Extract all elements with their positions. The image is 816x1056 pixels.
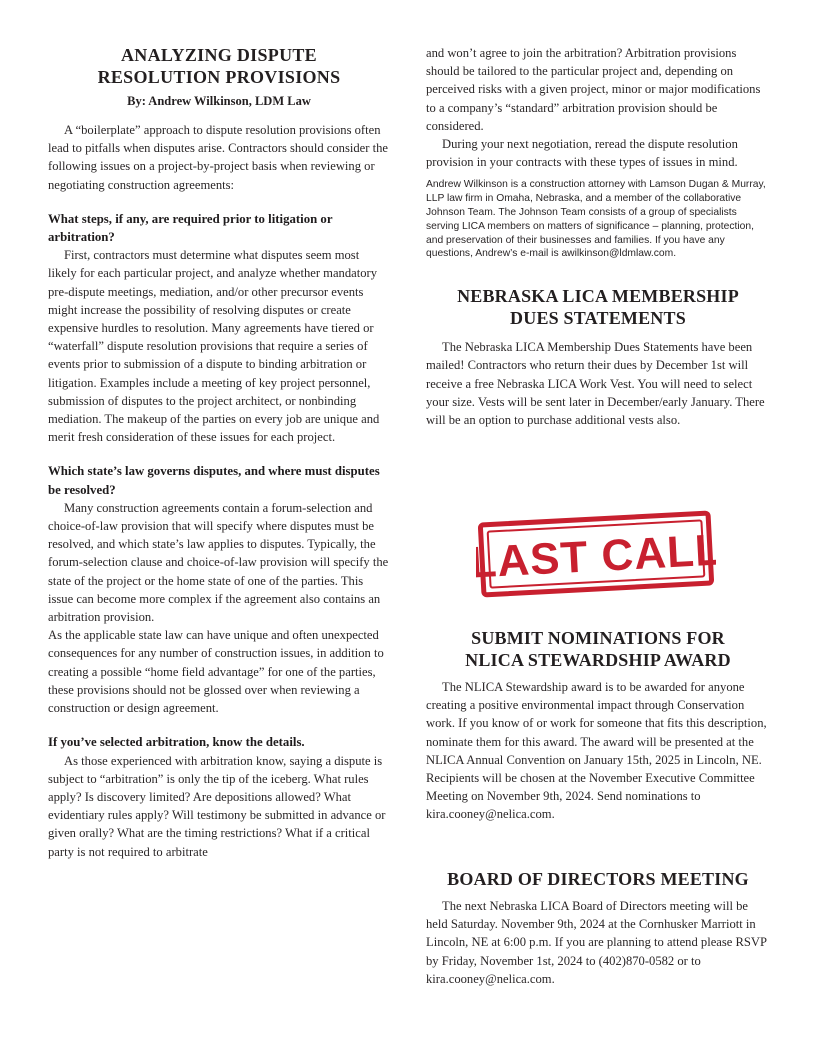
article-paragraph: First, contractors must determine what disputes seem most likely for each particular project, and analyze whether mandatory pre-dispute meetings, mediation, and/or other precursor events might increase the possibility of resolving disputes or create expensive hurdles to resolution. Many agreements have tiered or “waterfall” dispute resolution provisions that require a series of events prior to submission of a dispute to binding arbitration or litigation. Examples include a meeting of key project personnel, submission of disputes to the project architect, or nonbinding mediation. The makeup of the parties on every job are unique and merit fresh consideration of these issues for each project. xyxy=(48,248,380,445)
article-column-left xyxy=(48,44,390,861)
nominations-title-line1: SUBMIT NOMINATIONS FOR xyxy=(471,628,725,648)
dues-title-line1: NEBRASKA LICA MEMBERSHIP xyxy=(457,286,739,307)
article-heading-prior-steps: What steps, if any, are required prior to litigation or arbitration? xyxy=(48,211,333,245)
dues-title-line2: DUES STATEMENTS xyxy=(510,308,686,329)
article-paragraph: During your next negotiation, reread the dispute resolution provision in your contracts with these types of issues in mind. xyxy=(426,137,738,170)
article-heading-governing-law: Which state’s law governs disputes, and where must disputes be resolved? xyxy=(48,464,380,497)
article-paragraph-continued: and won’t agree to join the arbitration? Arbitration provisions should be tailored to the particular project and, depending on perceived risks with a given project, minor or major modifications to a company’s “standard” arbitration provision should be considered. xyxy=(426,46,761,133)
article-intro: A “boilerplate” approach to dispute resolution provisions often lead to pitfalls when disputes arise. Contractors should consider the following issues on a project-by-project basis when reviewing or negotiating construction agreements: xyxy=(48,123,388,192)
nominations-body: The NLICA Stewardship award is to be awarded for anyone creating a positive environmental impact through Conservation work. If you know of or work for someone that fits this description, nominate them for this award. The award will be presented at the NLICA Annual Convention on January 15th, 2025 in Lincoln, NE. Recipients will be chosen at the November Executive Committee Meeting on November 9th, 2024. Send nominations to kira.cooney@nelica.com. xyxy=(426,680,767,822)
board-meeting-title: BOARD OF DIRECTORS MEETING xyxy=(447,869,749,889)
article-paragraph: As those experienced with arbitration know, saying a dispute is subject to “arbitration” is only the tip of the iceberg. What rules apply? Is discovery limited? Are depositions allowed? What evidentiary rules apply? Will testimony be submitted in advance or given orally? What are the timing restrictions? What if a critical party is not required to arbitrate xyxy=(48,753,386,859)
author-bio: Andrew Wilkinson is a construction attorney with Lamson Dugan & Murray, LLP law firm in Omaha, Nebraska, and a member of the collaborative Johnson Team. The Johnson Team consists of a group of specialists serving LICA members on matters of significance – planning, protection, and preservation of their businesses and families. If you have any questions, Andrew’s e-mail is awilkinson@ldmlaw.com. xyxy=(426,179,766,260)
article-column-right xyxy=(426,44,770,429)
article-title-line1: ANALYZING DISPUTE xyxy=(121,45,317,65)
article-heading-arbitration: If you’ve selected arbitration, know the details. xyxy=(48,735,305,750)
board-meeting-body: The next Nebraska LICA Board of Directors meeting will be held Saturday. November 9th, 2024 at the Cornhusker Marriott in Lincoln, NE at 6:00 p.m. If you are planning to attend please RSVP by Friday, November 1st, 2024 to (402)870-0582 or to kira.cooney@nelica.com. xyxy=(426,899,767,986)
board-meeting-section xyxy=(426,868,770,988)
nominations-title-line2: NLICA STEWARDSHIP AWARD xyxy=(465,650,731,670)
article-byline: By: Andrew Wilkinson, LDM Law xyxy=(127,94,311,108)
article-paragraph: Many construction agreements contain a forum-selection and choice-of-law provision that will specify where disputes must be resolved, and which state’s law applies to disputes. Typically, the forum-selection clause and choice-of-law provision will specify the state of the project or the home state of one of the parties. This issue can become more complex if the agreement also contains an arbitration provision. xyxy=(48,500,389,625)
article-paragraph: As the applicable state law can have unique and often unexpected consequences for any number of construction issues, in addition to creating a possible “home field advantage” for one of the parties, these provisions should not be glossed over when reviewing a construction or design agreement. xyxy=(48,628,384,716)
article-title xyxy=(48,44,390,88)
last-call-stamp xyxy=(476,509,716,599)
stamp-text: LAST CALL xyxy=(476,525,716,588)
dues-body: The Nebraska LICA Membership Dues Statements have been mailed! Contractors who return their dues by December 1st will receive a free Nebraska LICA Work Vest. You will need to select your size. Vests will be sent later in December/early January. There will be an option to purchase additional vests also. xyxy=(426,340,765,428)
stamp-graphic xyxy=(476,509,716,599)
article-title-line2: RESOLUTION PROVISIONS xyxy=(97,67,341,87)
dues-title xyxy=(426,285,770,329)
nominations-title xyxy=(426,627,770,671)
dues-section xyxy=(426,285,770,429)
nominations-section xyxy=(426,627,770,824)
